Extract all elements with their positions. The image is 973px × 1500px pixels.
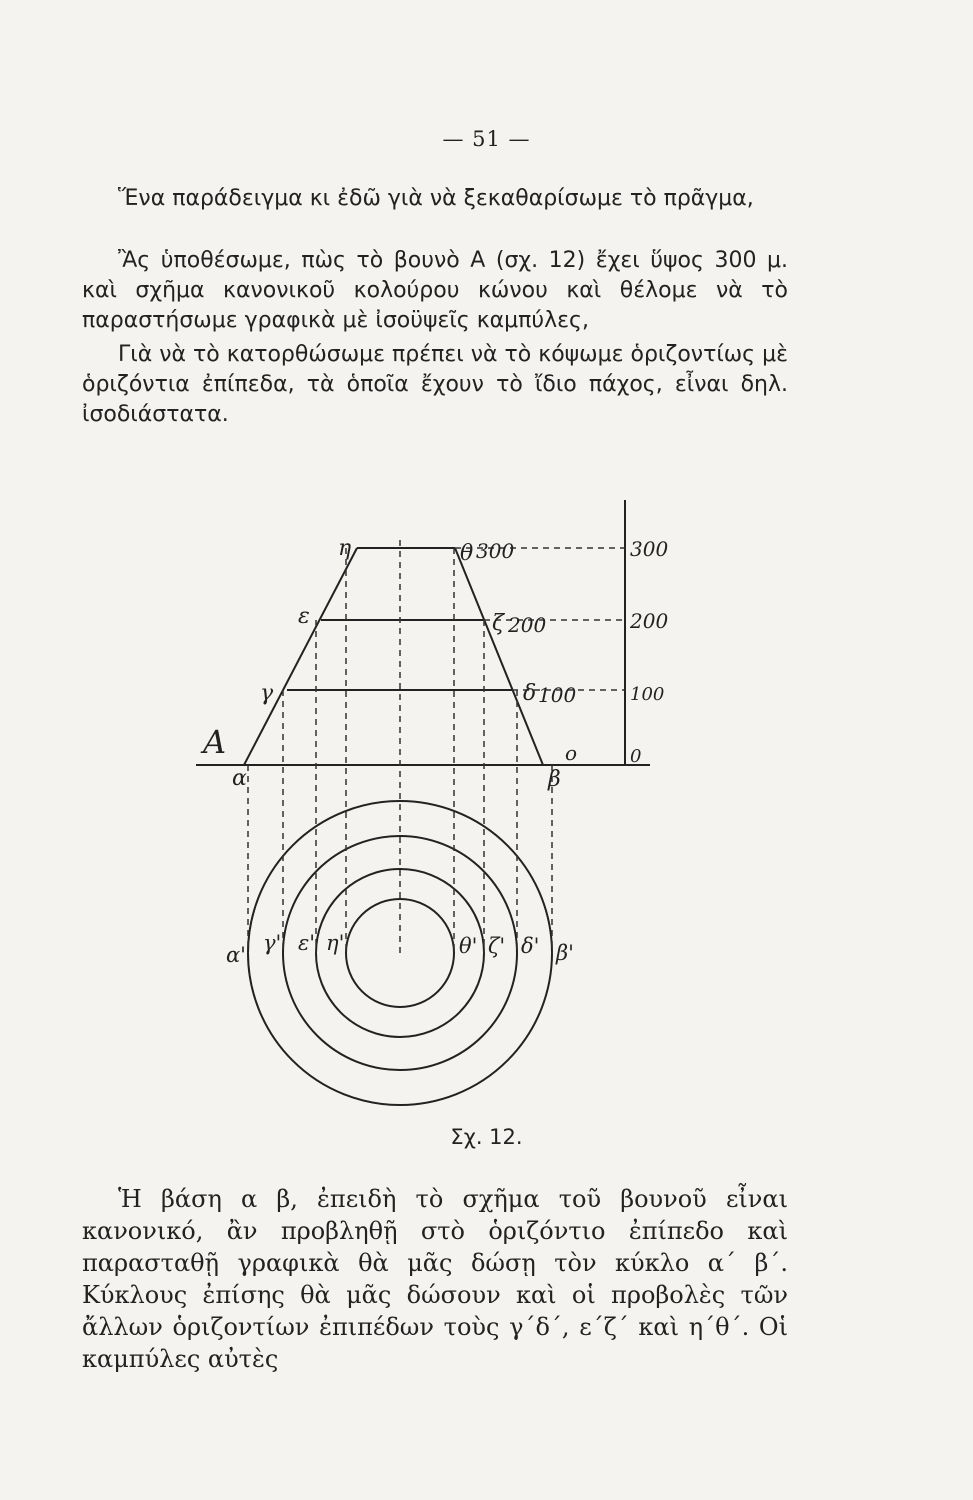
label-mountain-A: Α [203,723,227,761]
label-beta-prime: β' [556,941,574,965]
label-theta: θ [460,541,474,566]
scale-value-zero: 0 [630,746,642,767]
label-delta: δ [523,681,537,706]
label-alpha-prime: α' [226,943,246,967]
label-omicron-base: ο [565,741,578,765]
label-eta-prime: η' [326,931,345,955]
label-gamma-prime: γ' [263,931,282,955]
left-slope [244,548,357,765]
bottom-paragraph: Ἡ βάση α β, ἐπειδὴ τὸ σχῆμα τοῦ βουνοῦ εἶναι κανονικό, ἂν προβληθῇ στὸ ὁριζόντιο ἐπίπεδο καὶ παρασταθῇ γραφικὰ θὰ μᾶς δώσῃ τὸν κύκλο α΄ β΄. Κύκλους ἐπίσης θὰ μᾶς δώσουν καὶ οἱ προβολὲς τῶν ἄλλων ὁριζοντίων ἐπιπέδων τοὺς γ΄δ΄, ε΄ζ΄ καὶ η΄θ΄. Οἱ καμπύλες αὐτὲς [82,1185,788,1373]
level-value-300: 300 [476,539,515,563]
label-gamma: γ [260,681,274,706]
paragraph-2: Ἂς ὑποθέσωμε, πὼς τὸ βουνὸ Α (σχ. 12) ἔχει ὕψος 300 μ. καὶ σχῆμα κανονικοῦ κολούρου κώνου καὶ θέλομε νὰ τὸ παραστήσωμε γραφικὰ μὲ ἰσοϋψεῖς καμπύλες, [82,248,788,333]
label-epsilon-prime: ε' [298,931,316,955]
level-value-200: 200 [508,613,547,637]
paragraph-1: Ἕνα παράδειγμα κι ἐδῶ γιὰ νὰ ξεκαθαρίσωμε τὸ πρᾶγμα, [118,186,754,211]
label-zeta: ζ [492,611,504,636]
label-alpha: α [232,766,247,791]
scale-value-300: 300 [630,537,669,561]
label-theta-prime: θ' [459,934,478,958]
level-value-100: 100 [538,683,577,707]
label-eta: η [338,536,352,561]
paragraph-3: Γιὰ νὰ τὸ κατορθώσωμε πρέπει νὰ τὸ κόψωμε ὁριζοντίως μὲ ὁριζόντια ἐπίπεδα, τὰ ὁποῖα ἔχουν τὸ ἴδιο πάχος, εἶναι δηλ. ἰσοδιάστατα. [82,342,788,427]
scale-value-100: 100 [630,684,665,705]
label-zeta-prime: ζ' [488,934,506,958]
scale-value-200: 200 [630,609,669,633]
right-slope [455,548,543,765]
label-epsilon: ε [298,604,310,629]
figure-caption: Σχ. 12. [450,1125,523,1149]
label-beta: β [548,767,561,792]
label-delta-prime: δ' [521,934,540,958]
page-number: — 51 — [442,127,531,151]
